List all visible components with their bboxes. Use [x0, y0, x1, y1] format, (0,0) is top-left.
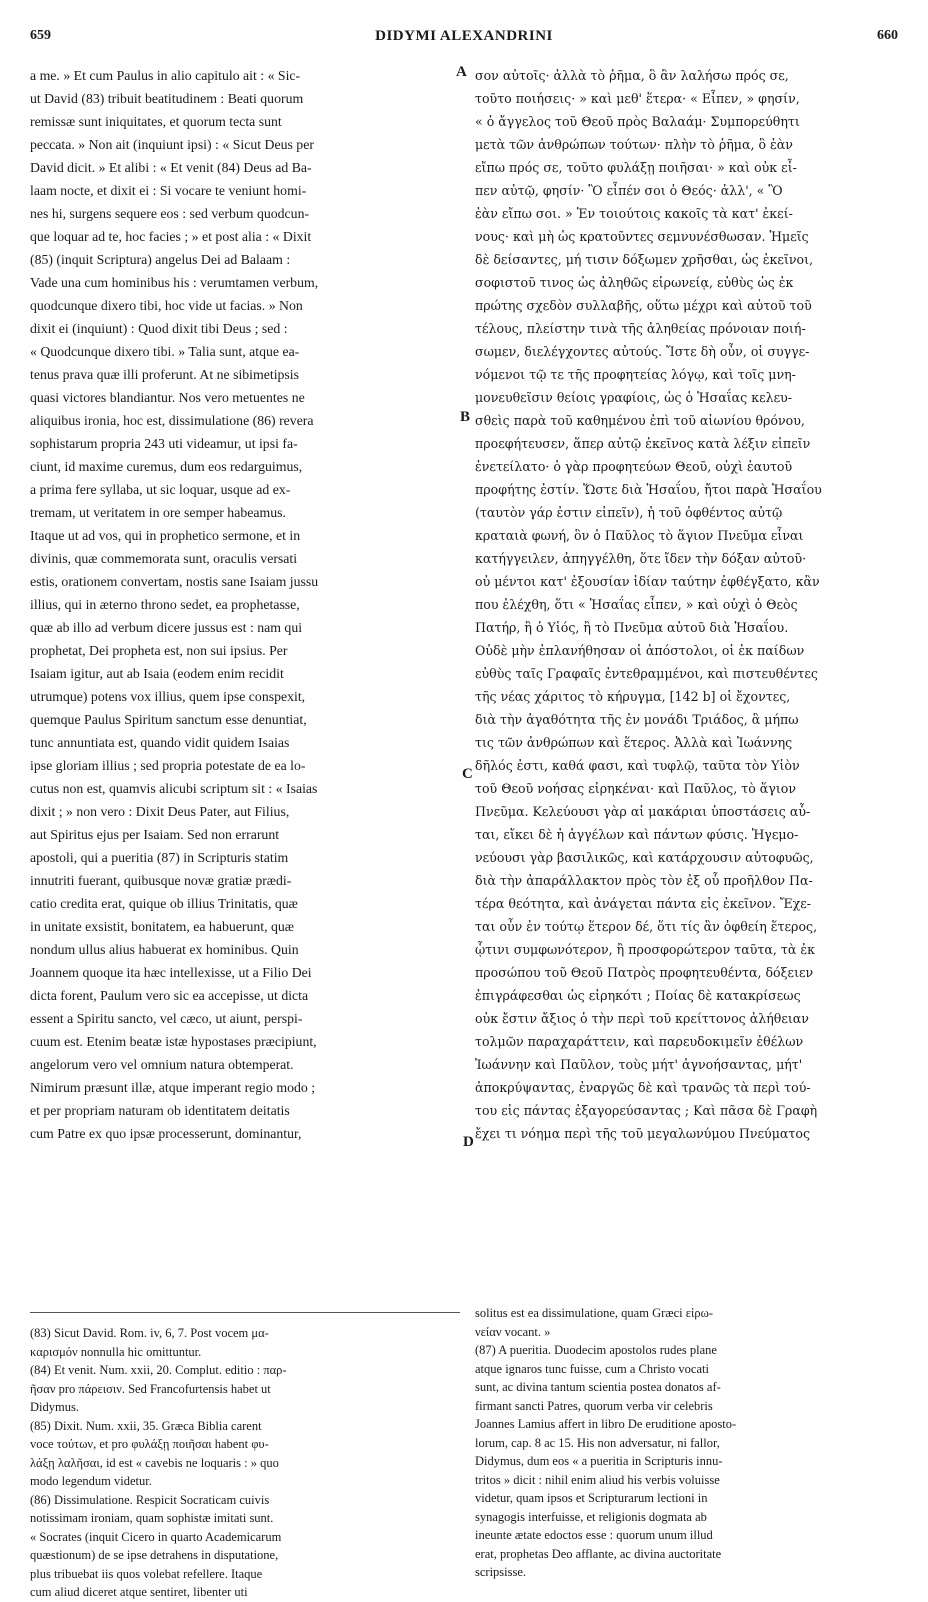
text-line: illius, qui in æterno throno sedet, ea prophetasse,	[30, 597, 300, 612]
text-line: David dicit. » Et alibi : « Et venit (84) Deus ad Ba-	[30, 160, 312, 175]
text-line: προφήτης ἐστίν. Ὥστε διὰ Ἡσαΐου, ἤτοι παρὰ Ἡσαΐου	[475, 482, 822, 497]
footnote-line: cum aliud diceret atque sentiret, libenter uti	[30, 1585, 248, 1599]
text-line: que loquar ad te, hoc facies ; » et post alia : « Dixit	[30, 229, 312, 244]
footnote-line: firmant sancti Patres, quorum verba vir celebris	[475, 1398, 713, 1413]
text-line: μετὰ τῶν ἀνθρώπων τούτων· πλὴν τὸ ῥῆμα, ὃ ἐὰν	[475, 137, 793, 152]
footnote-line: λάξῃ λαλῆσαι, id est « cavebis ne loquaris : » quo	[30, 1455, 279, 1470]
text-line: a me. » Et cum Paulus in alio capitulo ait : « Sic-	[30, 68, 301, 83]
latin-column	[30, 64, 455, 1145]
greek-column	[475, 64, 895, 1145]
footnote-rule	[30, 1312, 460, 1313]
text-line: μονευθεῖσιν θείοις γραφίοις, ὡς ὁ Ἡσαΐας κελευ-	[475, 390, 793, 405]
footnote-line: scripsisse.	[475, 1565, 527, 1579]
text-line: τοῦτο ποιήσεις· » καὶ μεθ' ἕτερα· « Εἶπεν, » φησίν,	[475, 91, 800, 106]
text-line: που ἐλέχθη, ὅτι « Ἡσαΐας εἶπεν, » καὶ οὐχὶ ὁ Θεὸς	[475, 597, 798, 612]
footnote-line: erat, prophetas Deo afflante, ac divina auctoritate	[475, 1546, 722, 1561]
text-line: laam nocte, et dixit ei : Si vocare te veniunt homi-	[30, 183, 307, 198]
text-line: Οὐδὲ μὴν ἐπλανήθησαν οἱ ἀπόστολοι, οἱ ἐκ παίδων	[475, 643, 805, 658]
text-line: τις τῶν ἀνθρώπων καὶ ἕτερος. Ἀλλὰ καὶ Ἰωάννης	[475, 735, 793, 750]
text-line: δῆλός ἐστι, καθά φασι, καὶ τυφλῷ, ταῦτα τὸν Υἱὸν	[475, 758, 800, 773]
text-line: τολμῶν παραχαράττειν, καὶ παρευδοκιμεῖν ἐθέλων	[475, 1034, 804, 1049]
text-line: διὰ τὴν ἀγαθότητα τῆς ἐν μονάδι Τριάδος, ἃ μήπω	[475, 712, 799, 727]
text-line: του εἰς πάντας ἐξαγορεύσαντας ; Καὶ πᾶσα δὲ Γραφὴ	[475, 1103, 818, 1118]
margin-marker-d: D	[463, 1134, 474, 1150]
footnote-line: atque ignaros tunc fuisse, cum a Christo vocati	[475, 1361, 709, 1376]
text-line: Nimirum præsunt illæ, atque imperant regio modo ;	[30, 1080, 316, 1095]
text-line: ἐὰν εἴπω σοι. » Ἐν τοιούτοις κακοῖς τὰ κατ' ἐκεί-	[475, 206, 793, 221]
text-line: κραταιὰ φωνή, ὃν ὁ Παῦλος τὸ ἅγιον Πνεῦμα εἶναι	[475, 528, 804, 543]
left-page-number: 659	[30, 28, 51, 43]
text-line: aliquibus ironia, hoc est, dissimulatione (86) revera	[30, 413, 314, 428]
text-line: in unitate exsistit, bonitatem, ea habuerunt, quæ	[30, 919, 295, 934]
text-line: ut David (83) tribuit beatitudinem : Beati quorum	[30, 91, 304, 106]
footnote-line: voce τούτων, et pro φυλάξῃ ποιῆσαι habent φυ-	[30, 1437, 269, 1451]
footnote-line: quæstionum) de se ipse detrahens in disputatione,	[30, 1548, 279, 1562]
text-line: dixit ei (inquiunt) : Quod dixit tibi Deus ; sed :	[30, 321, 288, 336]
text-line: cutus non est, quamvis alicubi scriptum sit : « Isaias	[30, 781, 318, 796]
text-line: remissæ sunt iniquitates, et quorum tecta sunt	[30, 114, 282, 129]
footnote-line: καρισμόν nonnulla hic omittuntur.	[30, 1344, 202, 1359]
footnote-line: lorum, cap. 8 ac 15. His non adversatur, ni fallor,	[475, 1435, 720, 1450]
text-line: τέλους, πλείστην τινὰ τῆς ἀληθείας πρόνοιαν ποιή-	[475, 321, 806, 336]
running-title: DIDYMI ALEXANDRINI	[375, 28, 553, 44]
text-line: essent a Spiritu sancto, vel cæco, ut aiunt, perspi-	[30, 1011, 303, 1026]
footnote-line: tritos » dicit : nihil enim aliud his verbis voluisse	[475, 1472, 720, 1487]
footnote-line: videtur, quam ipsos et Scripturarum lectioni in	[475, 1491, 708, 1505]
text-line: εἴπω πρός σε, τοῦτο φυλάξῃ ποιῆσαι· » καὶ οὐκ εἶ-	[475, 160, 797, 175]
text-line: εὐθὺς ταῖς Γραφαῖς ἐντεθραμμένοι, καὶ πιστευθέντες	[475, 666, 818, 681]
text-line: cum Patre ex quo ipsæ processerunt, dominantur,	[30, 1126, 302, 1141]
text-line: tremam, ut veritatem in ore semper habeamus.	[30, 505, 286, 520]
footnote-line: Didymus, dum eos « a pueritia in Scripturis innu-	[475, 1454, 723, 1468]
text-line: catio credita erat, quique ob illius Trinitatis, quæ	[30, 896, 298, 911]
text-line: quæ ab illo ad verbum dicere jussus est : nam qui	[30, 620, 303, 635]
right-page-number: 660	[877, 28, 898, 43]
footnote-line: νείαν vocant. »	[475, 1324, 551, 1339]
text-line: ται, εἴκει δὲ ἡ ἀγγέλων καὶ πάντων φύσις. Ἡγεμο-	[475, 827, 799, 842]
text-line: prophetat, Dei propheta est, non sui ipsius. Per	[30, 643, 288, 658]
text-line: nondum ullus alius habuerat ex hominibus. Quin	[30, 942, 299, 957]
text-line: νους· καὶ μὴ ὡς κρατοῦντες σεμνυνέσθωσαν. Ἡμεῖς	[475, 229, 809, 244]
text-line: quemque Paulus Spiritum sanctum esse denuntiat,	[30, 712, 307, 727]
footnote-line: plus tribuebat iis quos volebat refellere. Itaque	[30, 1566, 263, 1581]
text-line: τοῦ Θεοῦ νοήσας εἰρηκέναι· καὶ Παῦλος, τὸ ἅγιον	[475, 781, 796, 796]
text-line: Isaiam igitur, aut ab Isaia (eodem enim recidit	[30, 666, 284, 681]
text-line: tunc annuntiata est, quando vidit quidem Isaias	[30, 735, 290, 750]
text-line: νόμενοι τῷ τε τῆς προφητείας λόγῳ, καὶ τοῖς μνη-	[475, 367, 796, 382]
text-line: innutriti fuerant, quibusque novæ gratiæ prædi-	[30, 873, 292, 888]
text-line: πρώτης σχεδὸν συλλαβῆς, οὕτω μέχρι καὶ αὐτοῦ τοῦ	[475, 298, 812, 313]
text-line: ἐνετείλατο· ὁ γὰρ προφητεύων Θεοῦ, οὐχὶ ἑαυτοῦ	[475, 459, 793, 474]
text-line: τῆς νέας χάριτος τὸ κήρυγμα, [142 b] οἱ ἔχοντες,	[475, 689, 791, 704]
text-line: ται οὖν ἐν τούτῳ ἕτερον δέ, ὅτι τίς ἂν ὀφθείη ἕτερος,	[475, 919, 818, 934]
text-line: cuum est. Etenim beatæ istæ hypostases præcipiunt,	[30, 1034, 317, 1049]
text-line: apostoli, qui a pueritia (87) in Scripturis statim	[30, 850, 289, 865]
text-line: τέρα θεότητα, καὶ ἀνάγεται πάντα εἰς ἐκεῖνον. Ἔχε-	[475, 896, 812, 911]
text-line: κατήγγειλεν, ἀπηγγέλθη, ὅτε ἴδεν τὴν δόξαν αὐτοῦ·	[475, 551, 807, 566]
footnote-line: Joannes Lamius affert in libro De eruditione aposto-	[475, 1417, 737, 1431]
text-line: dixit ; » non vero : Dixit Deus Pater, aut Filius,	[30, 804, 290, 819]
text-line: estis, orationem convertam, nostis sane Isaiam jussu	[30, 574, 319, 589]
text-line: Πατήρ, ἢ ὁ Υἱός, ἢ τὸ Πνεῦμα αὐτοῦ διὰ Ἡσαΐου.	[475, 620, 789, 635]
page-header	[30, 28, 898, 52]
footnote-line: sunt, ac divina tantum scientia postea donatos af-	[475, 1380, 721, 1394]
text-line: tenus prava quæ illi proferunt. At ne sibimetipsis	[30, 367, 300, 382]
text-line: προεφήτευσεν, ἅπερ αὐτῷ ἐκεῖνος κατὰ λέξιν εἰπεῖν	[475, 436, 811, 451]
text-line: sophistarum propria 243 uti videamur, ut ipsi fa-	[30, 436, 298, 451]
text-line: νεύουσι γὰρ βασιλικῶς, καὶ κατάρχουσιν αὐτοφυῶς,	[475, 850, 814, 865]
margin-marker-b: B	[460, 409, 471, 425]
footnotes-left	[30, 1324, 460, 1602]
text-line: ciunt, id maxime curemus, dum eos redarguimus,	[30, 459, 303, 474]
footnote-line: ineunte ætate edoctos esse : quorum unum illud	[475, 1528, 713, 1542]
text-line: Vade una cum hominibus his : verumtamen verbum,	[30, 275, 319, 290]
text-line: (85) (inquit Scriptura) angelus Dei ad Balaam :	[30, 252, 291, 267]
text-line: quasi victores blandiantur. Nos vero metuentes ne	[30, 390, 305, 405]
text-line: ipse gloriam illius ; sed propria potestate de ea lo-	[30, 758, 306, 773]
text-line: σον αὐτοῖς· ἀλλὰ τὸ ῥῆμα, ὃ ἂν λαλήσω πρός σε,	[475, 68, 789, 83]
footnote-line: notissimam ironiam, quam sophistæ imitati sunt.	[30, 1511, 274, 1525]
footnote-line: modo legendum videtur.	[30, 1474, 152, 1488]
footnote-line: synagogis interfuisse, et religionis dogmata ab	[475, 1509, 707, 1524]
text-line: aut Spiritus ejus per Isaiam. Sed non errarunt	[30, 827, 280, 842]
text-line: angelorum vero vel omnium natura obtemperat.	[30, 1057, 294, 1072]
text-line: σθεὶς παρὰ τοῦ καθημένου ἐπὶ τοῦ αἰωνίου θρόνου,	[475, 413, 805, 428]
text-line: « ὁ ἄγγελος τοῦ Θεοῦ πρὸς Βαλαάμ· Συμπορεύθητι	[475, 114, 800, 129]
text-line: οὐ μέντοι κατ' ἐξουσίαν ἰδίαν ταύτην ἐφθέγξατο, κἂν	[475, 574, 820, 589]
text-line: πεν αὐτῷ, φησίν· Ὃ εἶπέν σοι ὁ Θεός· ἀλλ', « Ὃ	[475, 183, 783, 198]
text-line: Joannem quoque ita hæc intellexisse, ut a Filio Dei	[30, 965, 312, 980]
text-line: σωμεν, διελέγχοντες αὐτούς. Ἴστε δὴ οὖν, οἱ συγγε-	[475, 344, 810, 359]
text-line: προσώπου τοῦ Θεοῦ Πατρὸς προφητευθέντα, δόξειεν	[475, 965, 814, 980]
text-line: δὲ δείσαντες, μή τισιν δόξωμεν χρῆσθαι, ὡς ἐκεῖνοι,	[475, 252, 814, 267]
footnote-line: ῆσαν pro πάρεισιν. Sed Francofurtensis habet ut	[30, 1381, 271, 1396]
text-line: divinis, quæ commemorata sunt, oraculis versati	[30, 551, 298, 566]
footnote-line: (84) Et venit. Num. xxii, 20. Complut. editio : παρ-	[30, 1363, 287, 1377]
footnote-line: (85) Dixit. Num. xxii, 35. Græca Biblia carent	[30, 1418, 262, 1433]
text-line: ἐπιγράφεσθαι ὡς εἰρηκότι ; Ποίας δὲ κατακρίσεως	[475, 988, 801, 1003]
footnote-line: Didymus.	[30, 1400, 79, 1414]
footnotes-right	[475, 1304, 900, 1582]
text-line: et per propriam naturam ob identitatem deitatis	[30, 1103, 290, 1118]
text-line: ἀποκρύψαντας, ἐναργῶς δὲ καὶ τρανῶς τὰ περὶ τού-	[475, 1080, 811, 1095]
text-line: Πνεῦμα. Κελεύουσι γὰρ αἱ μακάριαι ὑποστάσεις αὗ-	[475, 804, 811, 819]
footnote-line: (86) Dissimulatione. Respicit Socraticam cuivis	[30, 1492, 270, 1507]
text-line: (ταυτὸν γάρ ἐστιν εἰπεῖν), ἡ τοῦ ὀφθέντος αὐτῷ	[475, 505, 783, 520]
footnote-line: « Socrates (inquit Cicero in quarto Academicarum	[30, 1529, 282, 1544]
text-line: « Quodcunque dixero tibi. » Talia sunt, atque ea-	[30, 344, 300, 359]
text-line: Itaque ut ad vos, qui in prophetico sermone, et in	[30, 528, 301, 543]
text-line: nes hi, surgens sequere eos : sed verbum quodcun-	[30, 206, 310, 221]
text-line: quodcunque dixero tibi, hoc vide ut facias. » Non	[30, 298, 303, 313]
text-line: dicta forent, Paulum vero sic ea accepisse, ut dicta	[30, 988, 309, 1003]
text-line: utrumque) potens vox illius, quem ipse conspexit,	[30, 689, 306, 704]
text-line: ἔχει τι νόημα περὶ τῆς τοῦ μεγαλωνύμου Πνεύματος	[475, 1126, 811, 1141]
text-line: διὰ τὴν ἀπαράλλακτον πρὸς τὸν ἐξ οὗ προῆλθον Πα-	[475, 873, 813, 888]
text-line: ᾧτινι συμφωνότερον, ἢ προσφορώτερον ταῦτα, τὰ ἐκ	[475, 942, 816, 957]
text-line: Ἰωάννην καὶ Παῦλον, τοὺς μήτ' ἀγνοήσαντας, μήτ'	[475, 1057, 803, 1072]
text-line: σοφιστοῦ τινος ὡς ἀληθῶς εἰρωνείᾳ, εὐθὺς ὡς ἐκ	[475, 275, 794, 290]
text-line: peccata. » Non ait (inquiunt ipsi) : « Sicut Deus per	[30, 137, 314, 152]
text-line: οὐκ ἔστιν ἄξιος ὁ τὴν περὶ τοῦ κρείττονος ἀλήθειαν	[475, 1011, 809, 1026]
footnote-line: (87) A pueritia. Duodecim apostolos rudes plane	[475, 1343, 717, 1357]
footnote-line: (83) Sicut David. Rom. iv, 6, 7. Post vocem μα-	[30, 1326, 269, 1340]
footnote-line: solitus est ea dissimulatione, quam Græci εἰρω-	[475, 1306, 713, 1320]
margin-marker-c: C	[462, 766, 473, 782]
text-line: a prima fere syllaba, ut sic loquar, usque ad ex-	[30, 482, 291, 497]
margin-marker-a: A	[456, 64, 467, 80]
